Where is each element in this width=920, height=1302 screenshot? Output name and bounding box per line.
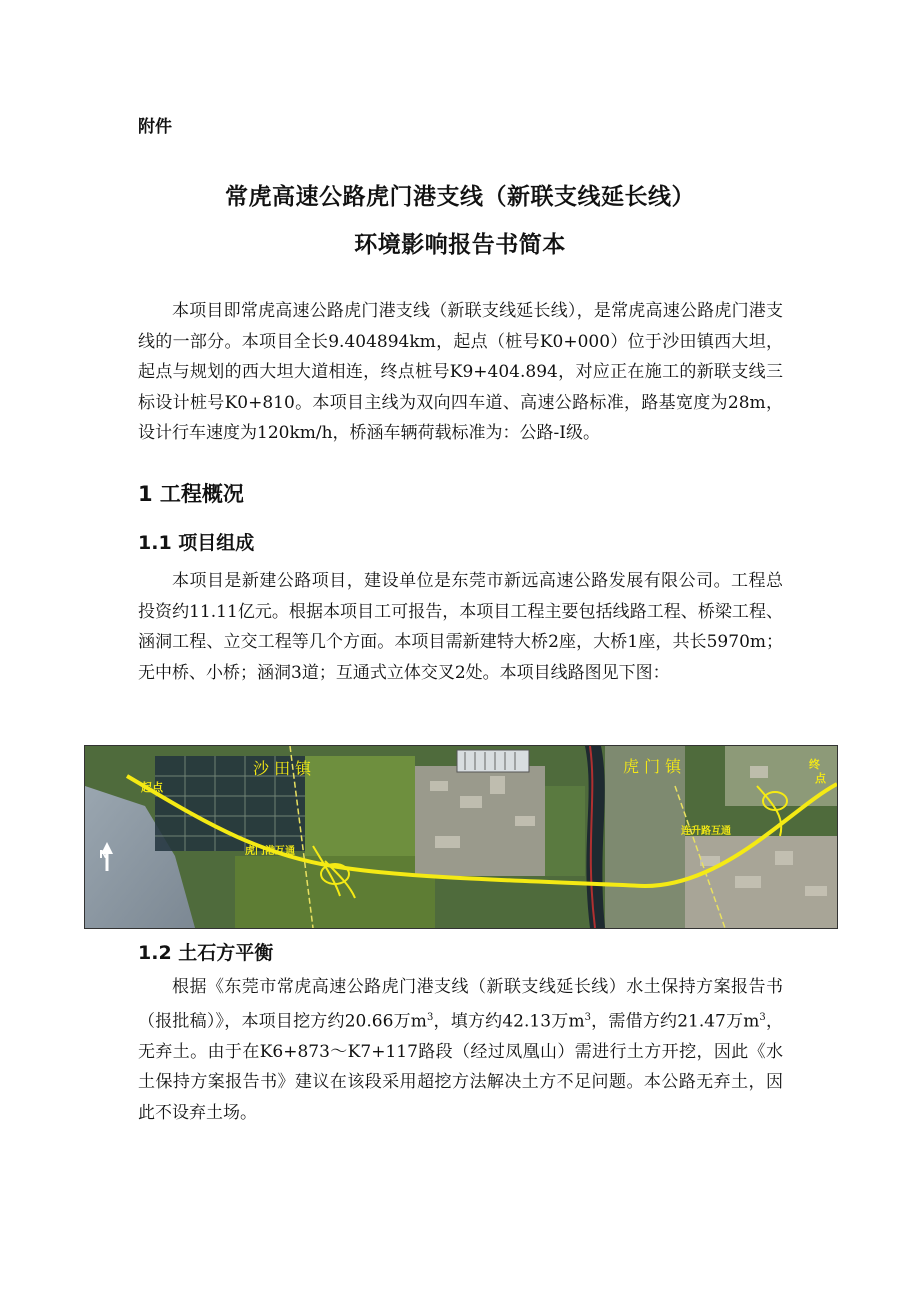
document-title-line1: 常虎高速公路虎门港支线（新联支线延长线） (225, 184, 695, 210)
label-interchange-2: 连升路互通 (681, 826, 731, 837)
earthwork-text-4: ，无弃土。由于在K6+873～K7+117路段（经过凤凰山）需进行土方开挖，因此《水土保持方案报告书》建议在该段采用超挖方法解决土方不足问题。本公路无弃土，因此不设弃土场。 (138, 1011, 784, 1123)
section-1-heading: 1 工程概况 (138, 482, 244, 506)
attachment-label: 附件 (138, 117, 172, 137)
superscript-2: 3 (584, 1011, 591, 1023)
label-shatian: 沙 田 镇 (253, 759, 312, 778)
earthwork-text-3: ，需借方约21.47万m (590, 1011, 760, 1032)
label-start: 起点 (141, 781, 163, 794)
section-1-1-heading: 1.1 项目组成 (138, 532, 255, 554)
section-1-2-paragraph (138, 972, 783, 1128)
label-humen: 虎 门 镇 (623, 757, 682, 776)
section-1-2-heading: 1.2 土石方平衡 (138, 942, 274, 964)
section-1-1-paragraph: 本项目是新建公路项目，建设单位是东莞市新远高速公路发展有限公司。工程总投资约11.11亿元。根据本项目工可报告，本项目工程主要包括线路工程、桥梁工程、涵洞工程、立交工程等几个方面。本项目需新建特大桥2座，大桥1座，共长5970m；无中桥、小桥；涵洞3道；互通式立体交叉2处。本项目线路图见下图： (138, 571, 783, 683)
superscript-3: 3 (759, 1011, 766, 1023)
document-title-line2: 环境影响报告书简本 (354, 232, 566, 258)
north-label: N (99, 848, 109, 861)
label-interchange-1: 虎门港互通 (245, 846, 295, 857)
inset-photo (457, 750, 529, 772)
label-end-1: 终 (809, 758, 820, 771)
superscript-1: 3 (426, 1011, 434, 1023)
earthwork-text-1: 根据《东莞市常虎高速公路虎门港支线（新联支线延长线）水土保持方案报告书（报批稿）》，本项目挖方约20.66万m (138, 977, 783, 1032)
intro-paragraph: 本项目即常虎高速公路虎门港支线（新联支线延长线），是常虎高速公路虎门港支线的一部分。本项目全长9.404894km，起点（桩号K0+000）位于沙田镇西大坦，起点与规划的西大坦大道相连，终点桩号K9+404.894，对应正在施工的新联支线三标设计桩号K0+810。本项目主线为双向四车道、高速公路标准，路基宽度为28m，设计行车速度为120km/h，桥涵车辆荷载标准为：公路-I级。 (138, 301, 783, 443)
label-end-2: 点 (815, 772, 826, 785)
route-map (84, 745, 838, 929)
earthwork-text-2: ，填方约42.13万m (433, 1011, 585, 1032)
